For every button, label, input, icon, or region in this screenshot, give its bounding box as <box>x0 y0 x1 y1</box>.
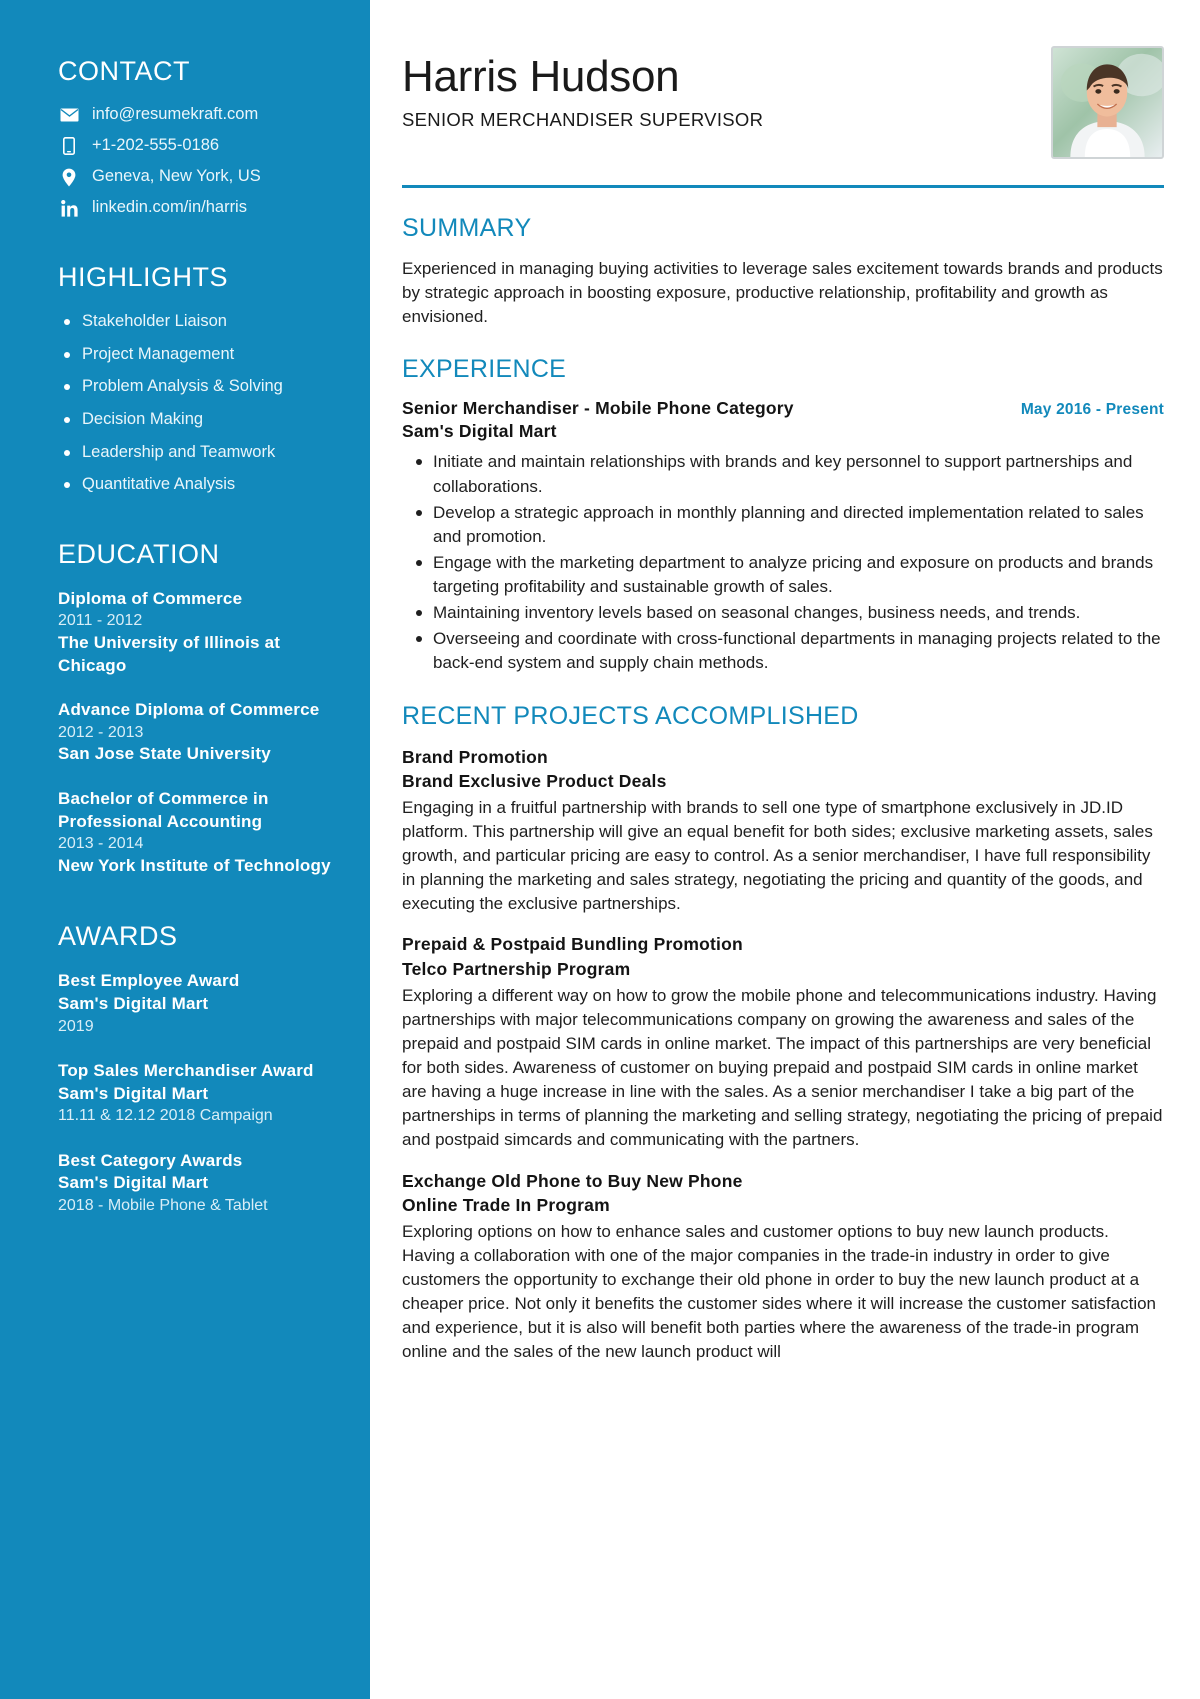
education-years: 2012 - 2013 <box>58 723 144 741</box>
header-divider <box>402 185 1164 188</box>
project-entry <box>402 1169 1164 1365</box>
experience-date: May 2016 - Present <box>1020 401 1164 419</box>
section-summary <box>402 214 1164 329</box>
contact-email-text: info@resumekraft.com <box>92 105 259 124</box>
education-degree: Bachelor of Commerce in Professional Accounting <box>58 788 269 831</box>
summary-heading: SUMMARY <box>402 214 532 242</box>
project-subtitle: Telco Partnership Program <box>402 958 631 979</box>
experience-role: Senior Merchandiser - Mobile Phone Category <box>402 398 794 419</box>
project-name: Prepaid & Postpaid Bundling Promotion <box>402 934 743 955</box>
project-description: Engaging in a fruitful partnership with brands to sell one type of smartphone exclusively in JD.ID platform. This partnership will give an equal benefit for both sides; exclusive marketing assets, sales growth, and particular pricing are easy to control. As a senior merchandiser, I have full responsibility in planning the marketing and sales strategy, negotiating the pricing and quantity of the goods, and executing the exclusive partnerships. <box>402 797 1153 914</box>
awards-heading: AWARDS <box>58 921 178 952</box>
section-experience <box>402 355 1164 675</box>
experience-bullets <box>402 450 1164 675</box>
education-heading: EDUCATION <box>58 538 220 569</box>
award-meta: 2018 - Mobile Phone & Tablet <box>58 1196 268 1214</box>
resume-header <box>402 46 1164 169</box>
project-name: Exchange Old Phone to Buy New Phone <box>402 1170 743 1191</box>
page-title: Harris Hudson <box>402 52 680 101</box>
envelope-icon <box>58 105 80 125</box>
experience-bullet: Engage with the marketing department to analyze pricing and exposure on products and brands targeting profitability and sustainable growth of sales. <box>402 551 1164 599</box>
education-degree: Advance Diploma of Commerce <box>58 700 320 720</box>
award-meta: 2019 <box>58 1017 94 1035</box>
highlights-list <box>58 311 340 495</box>
award-title: Top Sales Merchandiser Award <box>58 1061 314 1081</box>
project-description: Exploring a different way on how to grow the mobile phone and telecommunications industry. Having partnerships with major telecommunications company on growing the awareness and sales of the prepaid and postpaid SIM cards in online market. The impact of this partnerships are very beneficial for both sides. Awareness of customer on buying prepaid and postpaid SIM cards in online market are having a huge increase in line with the sales. As a senior merchandiser I take a big part of the partnerships in terms of planning the marketing and selling strategy, negotiating the pricing of prepaid and postpaid simcards and communicating with the partners. <box>402 985 1163 1150</box>
education-entry <box>58 588 340 677</box>
experience-entry-header <box>402 398 1164 419</box>
experience-bullet: Initiate and maintain relationships with brands and key personnel to support partnerships and collaborations. <box>402 450 1164 498</box>
project-subtitle: Online Trade In Program <box>402 1194 610 1215</box>
project-description: Exploring options on how to enhance sales and customer options to buy new launch products. Having a collaboration with one of the major companies in the trade-in industry in order to give customers the opportunity to exchange their old phone in order to buy the new launch product at a cheaper price. Not only it benefits the customer sides where it will increase the customer satisfaction and experience, but it is also will benefit both parties where the awareness of the trade-in program online and the sales of the new launch product will <box>402 1221 1157 1362</box>
projects-heading: RECENT PROJECTS ACCOMPLISHED <box>402 701 859 730</box>
experience-bullet: Overseeing and coordinate with cross-functional departments in managing projects related to the back-end system and supply chain methods. <box>402 627 1164 675</box>
education-years: 2013 - 2014 <box>58 835 144 853</box>
education-years: 2011 - 2012 <box>58 612 143 630</box>
contact-item-location[interactable] <box>58 167 340 187</box>
main-content <box>370 0 1200 1699</box>
education-school: New York Institute of Technology <box>58 855 331 875</box>
experience-company: Sam's Digital Mart <box>402 421 557 442</box>
experience-bullet: Develop a strategic approach in monthly planning and directed implementation related to sales and promotion. <box>402 501 1164 549</box>
project-entry <box>402 745 1164 917</box>
contact-heading: CONTACT <box>58 56 190 86</box>
summary-text: Experienced in managing buying activities to leverage sales excitement towards brands and products by strategic approach in boosting exposure, productive relationship, profitability and growth as envisioned. <box>402 259 1163 327</box>
contact-item-email[interactable] <box>58 105 340 125</box>
phone-icon <box>58 136 80 156</box>
header-job-title: SENIOR MERCHANDISER SUPERVISOR <box>402 109 764 131</box>
experience-bullet: Maintaining inventory levels based on seasonal changes, business needs, and trends. <box>402 601 1164 625</box>
location-pin-icon <box>58 167 80 187</box>
linkedin-icon <box>58 198 80 218</box>
contact-location-text: Geneva, New York, US <box>92 167 261 186</box>
avatar <box>1051 46 1164 159</box>
experience-heading: EXPERIENCE <box>402 355 567 384</box>
sidebar <box>0 0 370 1699</box>
award-organization: Sam's Digital Mart <box>58 1083 209 1103</box>
award-title: Best Employee Award <box>58 971 240 991</box>
project-entry <box>402 932 1164 1152</box>
education-entry <box>58 788 340 877</box>
highlight-item: Project Management <box>58 344 340 365</box>
award-entry <box>58 1060 340 1128</box>
award-meta: 11.11 & 12.12 2018 Campaign <box>58 1107 273 1125</box>
award-entry <box>58 1150 340 1218</box>
highlight-item: Stakeholder Liaison <box>58 311 340 332</box>
education-school: The University of Illinois at Chicago <box>58 632 281 675</box>
award-organization: Sam's Digital Mart <box>58 1173 209 1193</box>
highlight-item: Problem Analysis & Solving <box>58 376 340 397</box>
contact-list <box>58 105 340 218</box>
education-school: San Jose State University <box>58 744 271 764</box>
education-entry <box>58 699 340 766</box>
highlight-item: Decision Making <box>58 409 340 430</box>
highlights-heading: HIGHLIGHTS <box>58 262 229 292</box>
contact-phone-text: +1-202-555-0186 <box>92 136 220 155</box>
highlight-item: Leadership and Teamwork <box>58 442 340 463</box>
header-text-block <box>402 46 763 131</box>
section-projects <box>402 702 1164 1365</box>
award-entry <box>58 970 340 1038</box>
education-degree: Diploma of Commerce <box>58 588 243 608</box>
award-organization: Sam's Digital Mart <box>58 994 209 1014</box>
contact-item-linkedin[interactable] <box>58 198 340 218</box>
project-name: Brand Promotion <box>402 746 548 767</box>
award-title: Best Category Awards <box>58 1150 243 1170</box>
contact-linkedin-text: linkedin.com/in/harris <box>92 198 247 217</box>
project-subtitle: Brand Exclusive Product Deals <box>402 770 667 791</box>
avatar-photo <box>1053 48 1162 157</box>
highlight-item: Quantitative Analysis <box>58 474 340 495</box>
contact-item-phone[interactable] <box>58 136 340 156</box>
experience-entry <box>402 398 1164 675</box>
